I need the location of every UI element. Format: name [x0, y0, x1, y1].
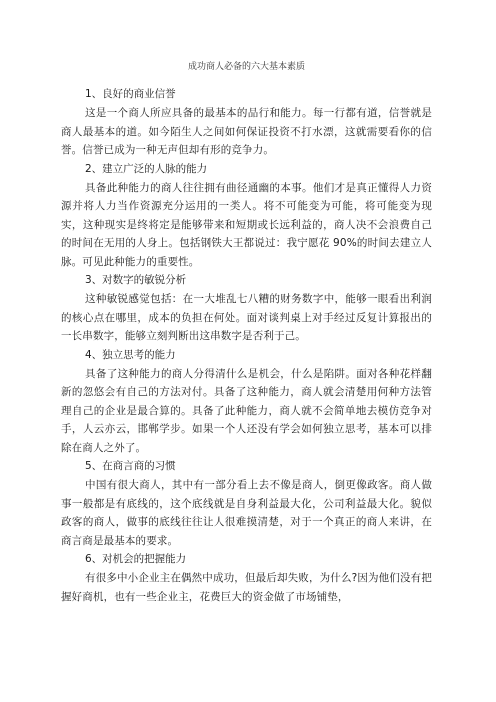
section-3: [61, 271, 432, 346]
section-heading: 4、独立思考的能力: [85, 348, 176, 361]
section-body: 中国有很大商人，其中有一部分看上去不像是商人，倒更像政客。商人做事一般都是有底线的，这个底线就是自身利益最大化，公司利益最大化。貌似政客的商人，做事的底线往往让人很难摸清楚，对于一个真正的商人来讲，在商言商是最基本的要求。: [61, 479, 432, 547]
section-body: 具备此种能力的商人往往拥有曲径通幽的本事。他们才是真正懂得人力资源并将人力当作资源充分运用的一类人。将不可能变为可能，将可能变为现实，这种现实是终将定是能够带来和短期或长远利益的，商人决不会浪费自己的时间在无用的人身上。包括钢铁大王都说过：我宁愿花 90%的时间去建立人脉。可见此种能力的重要性。: [61, 181, 432, 268]
section-heading: 3、对数字的敏锐分析: [85, 274, 187, 286]
section-body: 有很多中小企业主在偶然中成功，但最后却失败，为什么?因为他们没有把握好商机，也有一些企业主，花费巨大的资金做了市场铺垫，: [61, 572, 432, 603]
section-heading: 6、对机会的把握能力: [85, 553, 187, 565]
section-1: [61, 85, 432, 160]
section-body: 具备了这种能力的商人分得清什么是机会，什么是陷阱。面对各种花样翻新的忽悠会有自己的方法对付。具备了这种能力，商人就会清楚用何种方法管理自己的企业是最合算的。具备了此种能力，商人就不会简单地去模仿竞争对手，人云亦云，邯郸学步。如果一个人还没有学会如何独立思考，基本可以排除在商人之外了。: [61, 367, 432, 454]
section-4: [61, 346, 432, 458]
section-heading: 1、良好的商业信誉: [85, 88, 176, 100]
document-sections: [61, 85, 432, 606]
section-2: [61, 160, 432, 272]
section-body: 这是一个商人所应具备的最基本的品行和能力。每一行都有道，信誉就是商人最基本的道。如今陌生人之间如何保证投资不打水漂，这就需要看你的信誉。信誉已成为一种无声但却有形的竞争力。: [61, 107, 432, 156]
section-body: 这种敏锐感觉包括：在一大堆乱七八糟的财务数字中，能够一眼看出利润的核心点在哪里，成本的负担在何处。面对谈判桌上对手经过反复计算报出的一长串数字，能够立刻判断出这串数字是否利于己。: [61, 293, 432, 342]
section-heading: 5、在商言商的习惯: [85, 460, 176, 472]
document-title: 成功商人必备的六大基本素质: [187, 62, 305, 72]
section-6: [61, 550, 432, 606]
section-heading: 2、建立广泛的人脉的能力: [85, 162, 208, 175]
section-5: [61, 457, 432, 550]
